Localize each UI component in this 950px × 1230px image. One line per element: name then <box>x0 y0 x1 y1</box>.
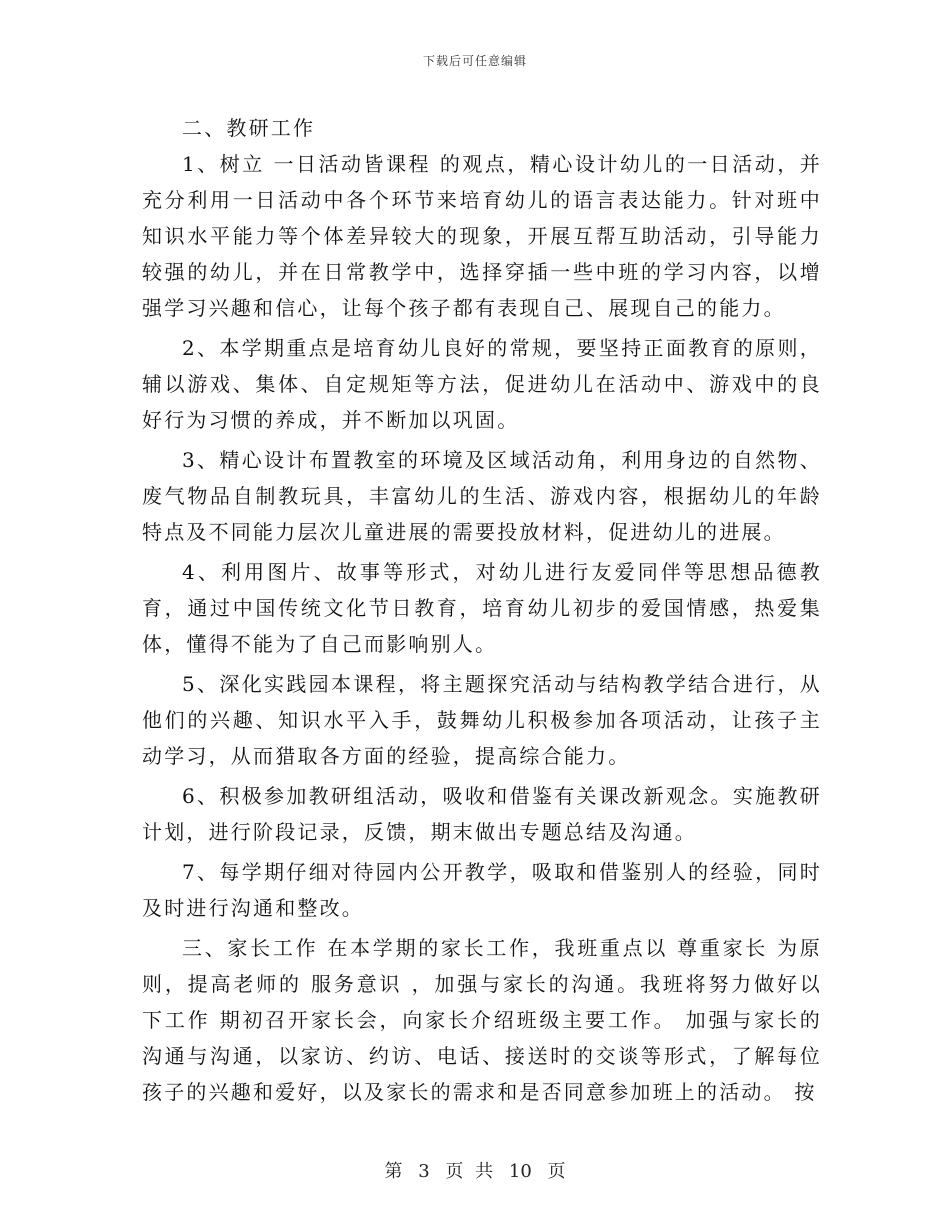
paragraph-item-3: 3、精心设计布置教室的环境及区域活动角，利用身边的自然物、废气物品自制教玩具，丰富幼儿的生活、游戏内容，根据幼儿的年龄特点及不同能力层次儿童进展的需要投放材料，促进幼儿的进展。 <box>142 448 822 544</box>
page-label-suffix: 页 <box>547 1161 566 1182</box>
paragraph-item-1: 1、树立 一日活动皆课程 的观点，精心设计幼儿的一日活动，并充分利用一日活动中各个环节来培育幼儿的语言表达能力。针对班中知识水平能力等个体差异较大的现象，开展互帮互助活动，引导能力较强的幼儿，并在日常教学中，选择穿插一些中班的学习内容，以增强学习兴趣和信心，让每个孩子都有表现自己、展现自己的能力。 <box>142 152 822 320</box>
section-heading-teaching-research: 二、教研工作 <box>182 116 316 140</box>
paragraph-item-5: 5、深化实践园本课程，将主题探究活动与结构教学结合进行，从他们的兴趣、知识水平入手，鼓舞幼儿积极参加各项活动，让孩子主动学习，从而猎取各方面的经验，提高综合能力。 <box>142 672 822 768</box>
header-note: 下载后可任意编辑 <box>422 54 527 68</box>
document-body <box>142 110 822 1114</box>
paragraph-item-7: 7、每学期仔细对待园内公开教学，吸取和借鉴别人的经验，同时及时进行沟通和整改。 <box>142 860 822 920</box>
paragraph-item-4: 4、利用图片、故事等形式，对幼儿进行友爱同伴等思想品德教育，通过中国传统文化节日教育，培育幼儿初步的爱国情感，热爱集体，懂得不能为了自己而影响别人。 <box>142 560 822 656</box>
current-page-number: 3 <box>418 1161 430 1182</box>
page-label-prefix: 第 <box>384 1161 403 1182</box>
page-number-footer <box>0 1157 950 1183</box>
section-parent-work: 三、家长工作 在本学期的家长工作，我班重点以 尊重家长 为原则，提高老师的 服务意识 ，加强与家长的沟通。我班将努力做好以下工作 期初召开家长会，向家长介绍班级主要工作。 加强与家长的沟通与沟通，以家访、约访、电话、接送时的交谈等形式，了解每位孩子的兴趣和爱好，以及家长的需求和是否同意参加班上的活动。 按 <box>142 936 822 1104</box>
paragraph-item-2: 2、本学期重点是培育幼儿良好的常规，要坚持正面教育的原则，辅以游戏、集体、自定规矩等方法，促进幼儿在活动中、游戏中的良好行为习惯的养成，并不断加以巩固。 <box>142 336 822 432</box>
page-label-mid: 页 共 <box>445 1161 494 1182</box>
paragraph-item-6: 6、积极参加教研组活动，吸收和借鉴有关课改新观念。实施教研计划，进行阶段记录，反馈，期末做出专题总结及沟通。 <box>142 784 822 844</box>
total-pages-number: 10 <box>508 1161 532 1182</box>
